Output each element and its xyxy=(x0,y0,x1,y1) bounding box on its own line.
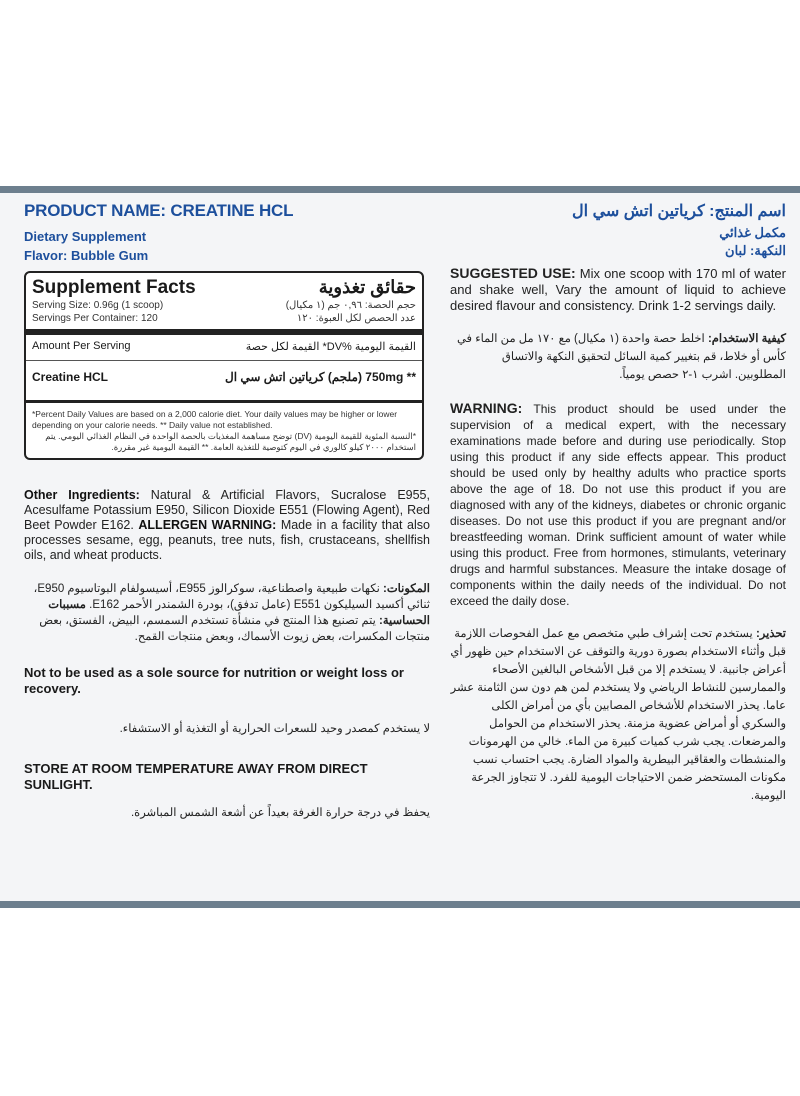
serving-size-row xyxy=(32,299,416,312)
allergen-label: ALLERGEN WARNING: xyxy=(138,518,277,532)
product-category: Dietary Supplement xyxy=(24,229,147,244)
ingredient-ar: ** 750mg (ملجم) كرياتين اتش سي ال xyxy=(224,370,416,384)
warning-ar xyxy=(450,625,786,805)
product-name-ar: اسم المنتج: كرياتين اتش سي ال xyxy=(572,203,786,220)
ingredient-row xyxy=(32,366,416,394)
footnote-ar: *النسبة المئوية للقيمة اليومية (DV) توضح مساهمة المغذيات بالحصة الواحدة في النظام الغذائي اليومي. يتم استخدام ٢٠٠٠ كيلو كالوري في اليوم كتوصية للتغذية العامة. ** القيمة اليومية غير مقررة. xyxy=(45,431,416,452)
product-category-ar: مكمل غذائي xyxy=(719,225,786,240)
suggested-use-label: SUGGESTED USE: xyxy=(450,265,576,281)
ingredients-ar-text: نكهات طبيعية واصطناعية، سوكرالوز E955، أسيسولفام البوتاسيوم E950، ثنائي أكسيد السيليكون E551 (عامل تدفق)، بودرة الشمندر الأحمر E162. xyxy=(33,583,430,611)
amount-en: Amount Per Serving xyxy=(32,340,131,352)
allergen-ar-text: يتم تصنيع هذا المنتج في منشأة تستخدم السمسم، البيض، الفستق، بعض منتجات المكسرات، بعض زيوت الأسماك، وبعض منتجات القمح. xyxy=(39,615,430,643)
product-flavor-ar: النكهة: لبان xyxy=(725,243,786,258)
sole-source-en: Not to be used as a sole source for nutrition or weight loss or recovery. xyxy=(24,665,404,696)
facts-thick-rule xyxy=(26,329,422,335)
amount-row xyxy=(32,338,416,355)
right-column xyxy=(450,201,786,805)
footnote-en: *Percent Daily Values are based on a 2,000 calorie diet. Your daily values may be higher or lower depending on your calorie needs. ** Daily value not established. xyxy=(32,409,398,430)
warning xyxy=(450,400,786,609)
bottom-divider-band xyxy=(0,901,800,908)
usage-ar-label: كيفية الاستخدام: xyxy=(707,333,786,345)
storage-en: STORE AT ROOM TEMPERATURE AWAY FROM DIRECT SUNLIGHT. xyxy=(24,761,368,792)
product-name: PRODUCT NAME: CREATINE HCL xyxy=(24,201,294,220)
allergen-text: Made in a facility that also processes sesame, egg, peanuts, tree nuts, fish, crustaceans, shellfish oils, and wheat products. xyxy=(24,518,430,562)
facts-header xyxy=(32,277,416,299)
facts-thin-rule xyxy=(26,360,422,361)
serving-size-en: Serving Size: 0.96g (1 scoop) xyxy=(32,300,164,311)
warning-text: This product should be used under the supervision of a medical expert, with the necessary examinations made before and during use periodically. Stop using this product if any side effects appear. This product should be used only by healthy adults who practice sports above the age of 18. Do not use this product if you are diagnosed with any of the kidneys, diabetes or chronic organic diseases. Do not use this product if you are pregnant and/or breastfeeding woman. Drink sufficient amount of water while using this product. Free from hormones, stimulants, veterinary drugs and harmful substances. Measure the intake dosage of components within the daily needs of the individual. Do not exceed the daily dose. xyxy=(450,402,786,608)
warning-label: WARNING: xyxy=(450,400,523,416)
suggested-use xyxy=(450,265,786,314)
facts-title-ar: حقائق تغذوية xyxy=(318,277,416,297)
storage-ar: يحفظ في درجة حرارة الغرفة بعيداً عن أشعة الشمس المباشرة. xyxy=(130,807,430,819)
arabic-header xyxy=(450,201,786,259)
facts-title-en: Supplement Facts xyxy=(32,277,196,298)
facts-medium-rule xyxy=(26,400,422,403)
warning-ar-text: يستخدم تحت إشراف طبي متخصص مع عمل الفحوصات اللازمة قبل وأثناء الاستخدام بصورة دورية والتوقف عن الاستخدام حين ظهور أي أعراض جانبية. لا يستخدم إلا من قبل الأشخاص البالغين الأصحاء والممارسين للنشاط الرياضي ولا يستخدم لمن هم دون سن الثامنة عشر عاما. يحذر الاستخدام للأشخاص المصابين بأي من أمراض الكلى والسكري أو أمراض عضوية مزمنة. يحذر الاستخدام من الحوامل والمرضعات. يجب شرب كميات كبيرة من الماء. خالي من الهرمونات والمنشطات والعقاقير البيطرية والمواد الضارة. يجب احتساب نسب مكونات المستحضر ضمن الاحتياجات اليومية للفرد. لا تتجاوز الجرعة اليومية. xyxy=(450,628,786,802)
sole-source-ar: لا يستخدم كمصدر وحيد للسعرات الحرارية أو التغذية أو الاستشفاء. xyxy=(119,723,430,735)
supplement-facts-panel xyxy=(24,271,424,460)
ingredient-en: Creatine HCL xyxy=(32,370,109,384)
servings-row xyxy=(32,312,416,325)
usage-ar xyxy=(450,330,786,384)
other-ingredients-label: Other Ingredients: xyxy=(24,488,140,502)
warning-ar-label: تحذير: xyxy=(755,628,786,640)
amount-ar: القيمة اليومية %DV* القيمة لكل حصة xyxy=(245,341,416,353)
usage-ar-text: اخلط حصة واحدة (١ مكيال) مع ١٧٠ مل من الماء في كأس أو خلاط، قم بتغيير كمية السائل لتحقيق النكهة والاتساق المطلوبين. اشرب ١-٢ حصص يومياً. xyxy=(456,333,786,381)
product-flavor: Flavor: Bubble Gum xyxy=(24,248,149,263)
serving-size-ar: حجم الحصة: ٠,٩٦ جم (١ مكيال) xyxy=(285,300,416,311)
servings-ar: عدد الحصص لكل العبوة: ١٢٠ xyxy=(296,313,416,324)
servings-en: Servings Per Container: 120 xyxy=(32,313,158,324)
allergen-ar-label: مسببات الحساسية: xyxy=(48,599,430,627)
suggested-use-text: Mix one scoop with 170 ml of water and shake well, Vary the amount of liquid to achieve desired flavour and consistency. Drink 1-2 servings daily. xyxy=(450,266,786,313)
ingredients-ar-label: المكونات: xyxy=(383,583,430,595)
other-ingredients-text: Natural & Artificial Flavors, Sucralose E955, Acesulfame Potassium E950, Silicon Dioxide E551 (Flowing Agent), Red Beet Powder E162. xyxy=(24,488,430,532)
other-ingredients xyxy=(24,488,430,563)
ingredients-ar xyxy=(24,581,430,645)
top-divider-band xyxy=(0,186,800,193)
left-column xyxy=(24,201,430,821)
label-sheet xyxy=(0,193,800,901)
